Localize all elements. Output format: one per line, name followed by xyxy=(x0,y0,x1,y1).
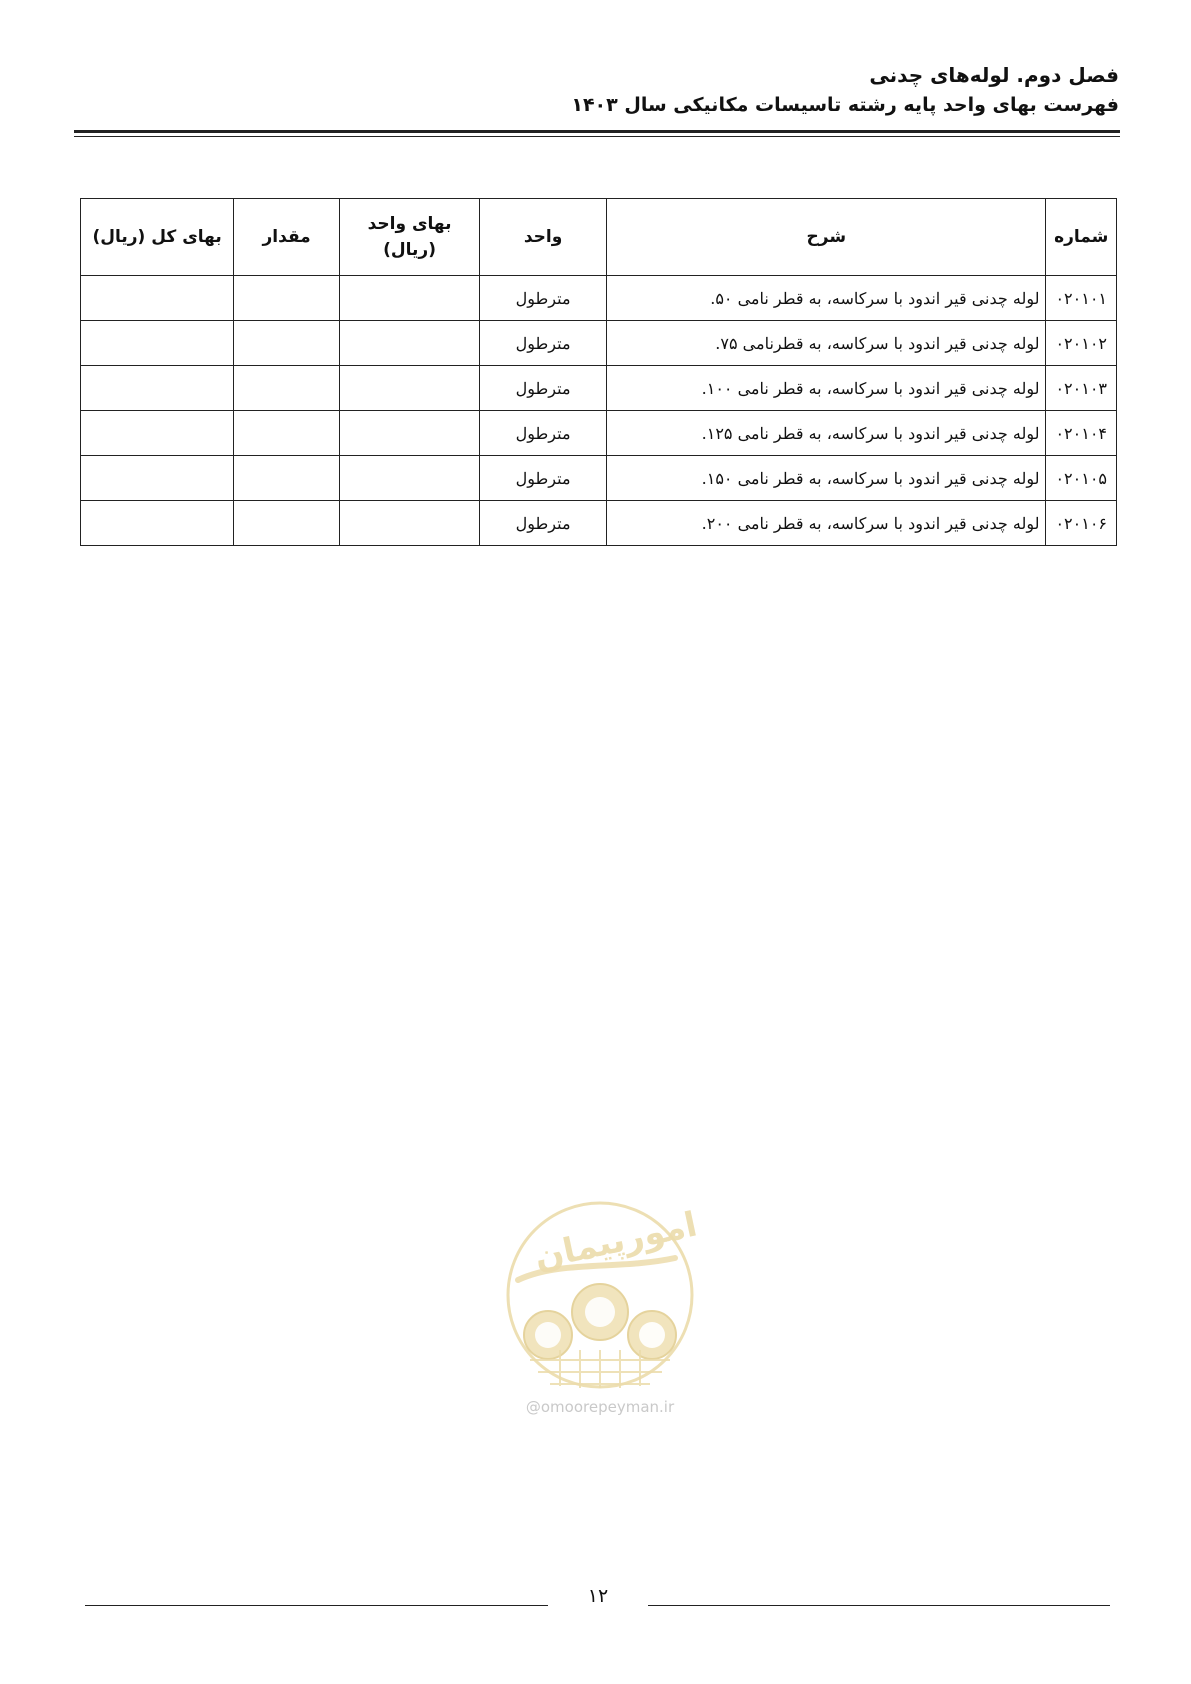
cell-description: لوله چدنی قیر اندود با سرکاسه، به قطر نامی ۲۰۰. xyxy=(607,501,1046,546)
cell-unit-price xyxy=(340,456,480,501)
cell-code: ۰۲۰۱۰۶ xyxy=(1046,501,1117,546)
cell-unit-price xyxy=(340,321,480,366)
watermark-logo xyxy=(500,1200,700,1400)
cell-quantity xyxy=(234,501,340,546)
cell-code: ۰۲۰۱۰۴ xyxy=(1046,411,1117,456)
cell-unit: مترطول xyxy=(480,321,607,366)
cell-unit: مترطول xyxy=(480,276,607,321)
cell-unit-price xyxy=(340,276,480,321)
cell-total xyxy=(81,411,234,456)
chapter-title: فصل دوم. لوله‌های چدنی xyxy=(869,63,1119,87)
header-description: شرح xyxy=(607,199,1046,276)
cell-quantity xyxy=(234,456,340,501)
table-row xyxy=(81,501,1117,546)
header-rule-thin xyxy=(74,136,1120,137)
header-unit-price-line2: (ریال) xyxy=(383,240,436,260)
header-unit-price xyxy=(340,199,480,276)
table-row xyxy=(81,456,1117,501)
header-unit-price-line1: بهای واحد xyxy=(367,214,452,234)
table-row xyxy=(81,276,1117,321)
cell-code: ۰۲۰۱۰۳ xyxy=(1046,366,1117,411)
header-total-price: بهای کل (ریال) xyxy=(81,199,234,276)
cell-total xyxy=(81,276,234,321)
table-row xyxy=(81,366,1117,411)
cell-code: ۰۲۰۱۰۵ xyxy=(1046,456,1117,501)
cell-description: لوله چدنی قیر اندود با سرکاسه، به قطر نامی ۱۰۰. xyxy=(607,366,1046,411)
footer-rule-right xyxy=(648,1605,1110,1606)
cell-code: ۰۲۰۱۰۲ xyxy=(1046,321,1117,366)
page-number: ۱۲ xyxy=(587,1585,609,1607)
footer-rule-left xyxy=(85,1605,548,1606)
table-header-row xyxy=(81,199,1117,276)
page-header xyxy=(571,60,1119,120)
watermark xyxy=(500,1200,700,1420)
cell-unit-price xyxy=(340,366,480,411)
header-code: شماره xyxy=(1046,199,1117,276)
cell-quantity xyxy=(234,366,340,411)
watermark-url: @omoorepeyman.ir xyxy=(525,1398,675,1416)
cell-description: لوله چدنی قیر اندود با سرکاسه، به قطر نامی ۵۰. xyxy=(607,276,1046,321)
cell-total xyxy=(81,321,234,366)
cell-unit: مترطول xyxy=(480,411,607,456)
document-subtitle: فهرست بهای واحد پایه رشته تاسیسات مکانیکی سال ۱۴۰۳ xyxy=(571,94,1119,116)
cell-code: ۰۲۰۱۰۱ xyxy=(1046,276,1117,321)
cell-quantity xyxy=(234,276,340,321)
cell-unit-price xyxy=(340,411,480,456)
cell-unit-price xyxy=(340,501,480,546)
header-quantity: مقدار xyxy=(234,199,340,276)
cell-quantity xyxy=(234,411,340,456)
cell-total xyxy=(81,456,234,501)
header-unit: واحد xyxy=(480,199,607,276)
cell-description: لوله چدنی قیر اندود با سرکاسه، به قطر نامی ۱۵۰. xyxy=(607,456,1046,501)
cell-total xyxy=(81,501,234,546)
cell-unit: مترطول xyxy=(480,456,607,501)
cell-description: لوله چدنی قیر اندود با سرکاسه، به قطر نامی ۱۲۵. xyxy=(607,411,1046,456)
header-rule-thick xyxy=(74,130,1120,133)
cell-unit: مترطول xyxy=(480,501,607,546)
price-list-table xyxy=(80,198,1117,546)
cell-unit: مترطول xyxy=(480,366,607,411)
table-row xyxy=(81,411,1117,456)
cell-description: لوله چدنی قیر اندود با سرکاسه، به قطرنامی ۷۵. xyxy=(607,321,1046,366)
cell-quantity xyxy=(234,321,340,366)
table-row xyxy=(81,321,1117,366)
watermark-logo-text: امورپیمان xyxy=(530,1204,700,1278)
cell-total xyxy=(81,366,234,411)
